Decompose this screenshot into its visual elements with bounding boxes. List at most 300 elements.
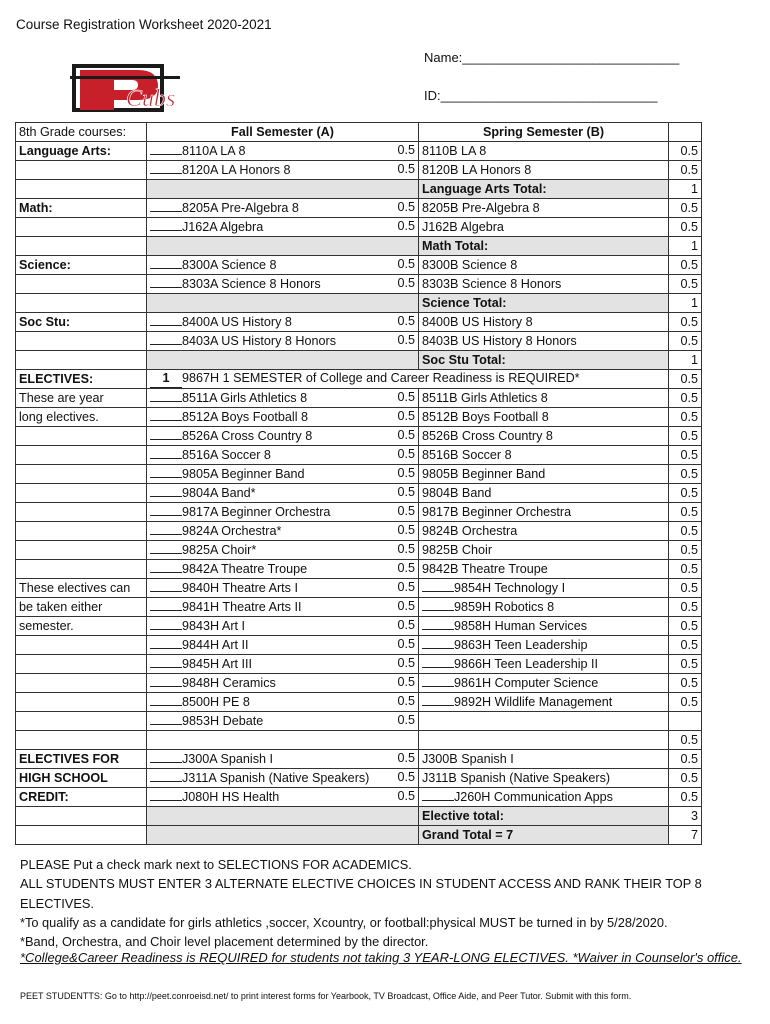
course-name: 9863H Teen Leadership: [454, 638, 588, 652]
course-name: J311A Spanish (Native Speakers): [182, 771, 370, 785]
table-row: [16, 313, 702, 332]
course-name: 9858H Human Services: [454, 619, 587, 633]
check-blank[interactable]: [150, 503, 182, 516]
fall-course[interactable]: [147, 465, 419, 484]
row-label: [16, 693, 147, 712]
check-blank[interactable]: [150, 275, 182, 288]
course-name: Science Total:: [422, 295, 507, 310]
spring-course[interactable]: [419, 142, 669, 161]
course-name: 8526A Cross Country 8: [182, 429, 313, 443]
fall-credit: 0.5: [397, 561, 415, 575]
spring-course: [419, 237, 669, 256]
check-blank[interactable]: [150, 636, 182, 649]
row-label: [16, 161, 147, 180]
check-blank[interactable]: [150, 256, 182, 269]
table-row: [16, 161, 702, 180]
row-label: [16, 636, 147, 655]
table-row: [16, 446, 702, 465]
fall-course: [147, 294, 419, 313]
row-label: [16, 275, 147, 294]
course-name: J300B Spanish I: [422, 751, 514, 766]
fall-credit: 0.5: [397, 637, 415, 651]
row-label: [16, 541, 147, 560]
spring-credit: 0.5: [669, 503, 702, 522]
check-blank[interactable]: [422, 693, 454, 706]
row-label: Language Arts:: [16, 142, 147, 161]
course-name: 9892H Wildlife Management: [454, 695, 613, 709]
course-name: J162A Algebra: [182, 220, 264, 234]
fall-course[interactable]: [147, 161, 419, 180]
course-name: 8516B Soccer 8: [422, 447, 512, 462]
fall-course[interactable]: [147, 408, 419, 427]
row-label: ELECTIVES:: [16, 370, 147, 389]
name-field[interactable]: Name:______________________________: [424, 50, 680, 65]
table-row: [16, 826, 702, 845]
course-name: 8400B US History 8: [422, 314, 533, 329]
course-name: 9804A Band*: [182, 486, 256, 500]
fall-course: [147, 807, 419, 826]
course-name: 8511B Girls Athletics 8: [422, 390, 548, 405]
spring-credit: 1: [669, 351, 702, 370]
fall-credit: 0.5: [397, 770, 415, 784]
spring-course[interactable]: [419, 712, 669, 731]
row-label: semester.: [16, 617, 147, 636]
fall-course[interactable]: [147, 617, 419, 636]
row-label: be taken either: [16, 598, 147, 617]
table-row: [16, 294, 702, 313]
row-label: [16, 712, 147, 731]
spring-credit: 0.5: [669, 142, 702, 161]
spring-credit: 0.5: [669, 788, 702, 807]
course-name: 8205A Pre-Algebra 8: [182, 201, 299, 215]
spring-course[interactable]: [419, 332, 669, 351]
check-blank[interactable]: [150, 484, 182, 497]
course-name: 9824B Orchestra: [422, 523, 518, 538]
check-blank[interactable]: 1: [150, 370, 182, 388]
course-name: Grand Total = 7: [422, 827, 514, 842]
row-label: [16, 294, 147, 313]
row-label: [16, 807, 147, 826]
fall-course[interactable]: [147, 750, 419, 769]
fall-credit: 0.5: [397, 694, 415, 708]
course-name: J300A Spanish I: [182, 752, 274, 766]
requirement-note: *College&Career Readiness is REQUIRED for students not taking 3 YEAR-LONG ELECTIVES. *Waiver in Counselor's office.: [20, 950, 742, 965]
row-label: [16, 237, 147, 256]
spring-course[interactable]: [419, 788, 669, 807]
row-label: Science:: [16, 256, 147, 275]
course-name: 8500H PE 8: [182, 695, 250, 709]
table-row: [16, 750, 702, 769]
row-label: [16, 655, 147, 674]
fall-credit: 0.5: [397, 523, 415, 537]
course-name: 9866H Teen Leadership II: [454, 657, 599, 671]
spring-course[interactable]: [419, 256, 669, 275]
fall-course[interactable]: [147, 598, 419, 617]
course-name: 8303A Science 8 Honors: [182, 277, 321, 291]
fall-course[interactable]: [147, 389, 419, 408]
spring-course[interactable]: [419, 503, 669, 522]
spring-course: [419, 180, 669, 199]
table-row: [16, 503, 702, 522]
table-row: [16, 218, 702, 237]
fall-credit: 0.5: [397, 580, 415, 594]
fall-course[interactable]: [147, 712, 419, 731]
spring-credit: 0.5: [669, 256, 702, 275]
spring-credit: 0.5: [669, 484, 702, 503]
spring-course[interactable]: [419, 446, 669, 465]
fall-course[interactable]: [147, 313, 419, 332]
fall-course[interactable]: [147, 655, 419, 674]
course-name: Soc Stu Total:: [422, 352, 506, 367]
check-blank[interactable]: [150, 655, 182, 668]
fall-credit: 0.5: [397, 257, 415, 271]
course-name: 8300B Science 8: [422, 257, 518, 272]
spring-course[interactable]: [419, 579, 669, 598]
spring-credit: 0.5: [669, 636, 702, 655]
check-blank[interactable]: [150, 389, 182, 402]
table-row: [16, 427, 702, 446]
fall-credit: 0.5: [397, 789, 415, 803]
table-row: [16, 769, 702, 788]
fall-course[interactable]: [147, 693, 419, 712]
spring-course[interactable]: [419, 598, 669, 617]
check-blank[interactable]: [150, 693, 182, 706]
fall-course[interactable]: [147, 503, 419, 522]
spring-credit: 0.5: [669, 389, 702, 408]
note-line: PLEASE Put a check mark next to SELECTIONS FOR ACADEMICS.: [20, 857, 412, 872]
course-name: 9817A Beginner Orchestra: [182, 505, 331, 519]
row-label: HIGH SCHOOL: [16, 769, 147, 788]
fall-credit: 0.5: [397, 162, 415, 176]
table-row: [16, 655, 702, 674]
spring-course[interactable]: [419, 655, 669, 674]
fall-credit: 0.5: [397, 314, 415, 328]
course-table: [15, 122, 702, 845]
spring-credit: 0.5: [669, 674, 702, 693]
check-blank[interactable]: [150, 617, 182, 630]
spring-credit: 0.5: [669, 560, 702, 579]
row-label: These electives can: [16, 579, 147, 598]
spring-credit: 0.5: [669, 199, 702, 218]
spring-course[interactable]: [419, 560, 669, 579]
check-blank[interactable]: [150, 560, 182, 573]
spring-credit: 0.5: [669, 655, 702, 674]
row-label: [16, 522, 147, 541]
header-row: [16, 123, 702, 142]
check-blank[interactable]: [422, 579, 454, 592]
spring-credit: 1: [669, 180, 702, 199]
table-row: [16, 408, 702, 427]
spring-course[interactable]: [419, 541, 669, 560]
spring-credit: [669, 712, 702, 731]
course-name: 9844H Art II: [182, 638, 249, 652]
course-name: 9805B Beginner Band: [422, 466, 546, 481]
course-name: 9817B Beginner Orchestra: [422, 504, 572, 519]
course-name: 8120A LA Honors 8: [182, 163, 291, 177]
id-field[interactable]: ID:______________________________: [424, 88, 658, 103]
check-blank[interactable]: [150, 579, 182, 592]
row-label: [16, 465, 147, 484]
spring-credit: 0.5: [669, 370, 702, 389]
spring-credit: 0.5: [669, 465, 702, 484]
check-blank[interactable]: [422, 674, 454, 687]
course-name: 8512B Boys Football 8: [422, 409, 549, 424]
spring-credit: 0.5: [669, 161, 702, 180]
table-row: [16, 465, 702, 484]
fall-course[interactable]: [147, 541, 419, 560]
fall-course[interactable]: [147, 636, 419, 655]
row-label: [16, 826, 147, 845]
row-label: ELECTIVES FOR: [16, 750, 147, 769]
table-row: [16, 617, 702, 636]
check-blank[interactable]: [150, 769, 182, 782]
fall-course[interactable]: [147, 446, 419, 465]
table-row: [16, 731, 702, 750]
course-name: 9854H Technology I: [454, 581, 566, 595]
check-blank[interactable]: [150, 750, 182, 763]
table-row: [16, 579, 702, 598]
check-blank[interactable]: [422, 788, 454, 801]
table-row: [16, 332, 702, 351]
footer-note: PEET STUDENTTS: Go to http://peet.conroeisd.net/ to print interest forms for Yearbook, TV Broadcast, Office Aide, and Peer Tutor. Submit with this form.: [20, 991, 632, 1001]
check-blank[interactable]: [150, 199, 182, 212]
spring-course: [419, 826, 669, 845]
spring-credit: 0.5: [669, 218, 702, 237]
course-name: 9804B Band: [422, 485, 492, 500]
fall-course: [147, 731, 419, 750]
course-name: Math Total:: [422, 238, 489, 253]
fall-credit: 0.5: [397, 409, 415, 423]
course-name: 9845H Art III: [182, 657, 253, 671]
row-label: [16, 427, 147, 446]
course-name: 8403B US History 8 Honors: [422, 333, 577, 348]
spring-credit: 0.5: [669, 750, 702, 769]
fall-credit: 0.5: [397, 542, 415, 556]
fall-course[interactable]: [147, 560, 419, 579]
fall-credit: 0.5: [397, 485, 415, 499]
fall-course: [147, 237, 419, 256]
row-label: [16, 180, 147, 199]
fall-credit: 0.5: [397, 656, 415, 670]
course-name: J311B Spanish (Native Speakers): [422, 770, 611, 785]
fall-course[interactable]: [147, 142, 419, 161]
spring-credit: 0.5: [669, 579, 702, 598]
row-label: [16, 484, 147, 503]
check-blank[interactable]: [150, 408, 182, 421]
row-label: Math:: [16, 199, 147, 218]
fall-credit: 0.5: [397, 618, 415, 632]
spring-credit: 0.5: [669, 598, 702, 617]
fall-course[interactable]: [147, 370, 669, 389]
course-name: 9859H Robotics 8: [454, 600, 555, 614]
check-blank[interactable]: [150, 541, 182, 554]
check-blank[interactable]: [422, 636, 454, 649]
course-name: J080H HS Health: [182, 790, 280, 804]
spring-course[interactable]: [419, 617, 669, 636]
fall-credit: 0.5: [397, 276, 415, 290]
table-row: [16, 370, 702, 389]
note-line: *Band, Orchestra, and Choir level placement determined by the director.: [20, 934, 429, 950]
row-label: CREDIT:: [16, 788, 147, 807]
spring-course[interactable]: [419, 750, 669, 769]
table-row: [16, 560, 702, 579]
course-name: 9861H Computer Science: [454, 676, 599, 690]
fall-course[interactable]: [147, 769, 419, 788]
check-blank[interactable]: [150, 465, 182, 478]
note-line: *To qualify as a candidate for girls athletics ,soccer, Xcountry, or football:physical MUST be turned in by 5/28/2020.: [20, 914, 668, 930]
table-row: [16, 807, 702, 826]
spring-course[interactable]: [419, 465, 669, 484]
fall-credit: 0.5: [397, 751, 415, 765]
course-name: Elective total:: [422, 808, 504, 823]
fall-course[interactable]: [147, 218, 419, 237]
course-name: 9825B Choir: [422, 542, 493, 557]
spring-credit: 0.5: [669, 313, 702, 332]
fall-course[interactable]: [147, 199, 419, 218]
check-blank[interactable]: [150, 427, 182, 440]
fall-credit: 0.5: [397, 219, 415, 233]
check-blank[interactable]: [422, 655, 454, 668]
spring-credit: 3: [669, 807, 702, 826]
table-row: [16, 237, 702, 256]
course-name: 9840H Theatre Arts I: [182, 581, 298, 595]
fall-course[interactable]: [147, 332, 419, 351]
table-row: [16, 389, 702, 408]
course-name: 8300A Science 8: [182, 258, 277, 272]
check-blank[interactable]: [422, 617, 454, 630]
check-blank[interactable]: [150, 446, 182, 459]
course-name: J260H Communication Apps: [454, 790, 613, 804]
fall-credit: 0.5: [397, 390, 415, 404]
course-name: 9843H Art I: [182, 619, 246, 633]
check-blank[interactable]: [150, 712, 182, 725]
fall-course[interactable]: [147, 522, 419, 541]
table-row: [16, 522, 702, 541]
course-name: 8526B Cross Country 8: [422, 428, 553, 443]
check-blank[interactable]: [150, 332, 182, 345]
spring-credit: 0.5: [669, 427, 702, 446]
course-name: 8403A US History 8 Honors: [182, 334, 336, 348]
worksheet-title: Course Registration Worksheet 2020-2021: [16, 17, 272, 32]
course-name: Language Arts Total:: [422, 181, 547, 196]
spring-course[interactable]: [419, 484, 669, 503]
fall-course[interactable]: [147, 275, 419, 294]
fall-header: Fall Semester (A): [147, 123, 419, 142]
check-blank[interactable]: [422, 598, 454, 611]
fall-course[interactable]: [147, 788, 419, 807]
table-row: [16, 199, 702, 218]
fall-credit: 0.5: [397, 675, 415, 689]
course-name: 8303B Science 8 Honors: [422, 276, 562, 291]
fall-credit: 0.5: [397, 428, 415, 442]
course-name: 9841H Theatre Arts II: [182, 600, 302, 614]
check-blank[interactable]: [150, 598, 182, 611]
spring-course[interactable]: [419, 218, 669, 237]
row-label: [16, 503, 147, 522]
check-blank[interactable]: [150, 674, 182, 687]
fall-credit: 0.5: [397, 466, 415, 480]
fall-credit: 0.5: [397, 599, 415, 613]
spring-credit: 0.5: [669, 617, 702, 636]
spring-credit: 0.5: [669, 522, 702, 541]
table-row: [16, 484, 702, 503]
check-blank[interactable]: [150, 313, 182, 326]
check-blank[interactable]: [150, 161, 182, 174]
fall-credit: 0.5: [397, 504, 415, 518]
spring-credit: 0.5: [669, 693, 702, 712]
spring-credit: 7: [669, 826, 702, 845]
fall-course: [147, 180, 419, 199]
course-name: 9848H Ceramics: [182, 676, 276, 690]
row-label: [16, 674, 147, 693]
course-name: 8400A US History 8: [182, 315, 292, 329]
spring-course[interactable]: [419, 161, 669, 180]
row-label: [16, 351, 147, 370]
fall-course[interactable]: [147, 256, 419, 275]
table-row: [16, 598, 702, 617]
fall-course[interactable]: [147, 579, 419, 598]
spring-course[interactable]: [419, 313, 669, 332]
row-label: These are year: [16, 389, 147, 408]
spring-credit: 0.5: [669, 541, 702, 560]
fall-credit: 0.5: [397, 200, 415, 214]
fall-credit: 0.5: [397, 713, 415, 727]
spring-course: [419, 351, 669, 370]
fall-course[interactable]: [147, 484, 419, 503]
table-row: [16, 180, 702, 199]
fall-course[interactable]: [147, 427, 419, 446]
spring-course[interactable]: [419, 408, 669, 427]
course-name: 9825A Choir*: [182, 543, 257, 557]
fall-course: [147, 826, 419, 845]
check-blank[interactable]: [150, 522, 182, 535]
row-label: [16, 218, 147, 237]
row-label: [16, 446, 147, 465]
courses-header: 8th Grade courses:: [16, 123, 147, 142]
spring-course[interactable]: [419, 731, 669, 750]
fall-credit: 0.5: [397, 143, 415, 157]
spring-course[interactable]: [419, 427, 669, 446]
spring-course[interactable]: [419, 199, 669, 218]
spring-course[interactable]: [419, 693, 669, 712]
check-blank[interactable]: [150, 218, 182, 231]
course-name: 8110B LA 8: [422, 143, 487, 158]
check-blank[interactable]: [150, 788, 182, 801]
course-name: 8205B Pre-Algebra 8: [422, 200, 540, 215]
logo-text: Cubs: [126, 86, 176, 112]
row-label: [16, 731, 147, 750]
course-name: 8512A Boys Football 8: [182, 410, 309, 424]
notes: [20, 855, 770, 951]
spring-credit: 0.5: [669, 275, 702, 294]
course-name: 9805A Beginner Band: [182, 467, 305, 481]
spring-credit: 0.5: [669, 446, 702, 465]
table-row: [16, 712, 702, 731]
cubs-logo: [66, 58, 191, 126]
course-name: 8110A LA 8: [182, 144, 246, 158]
fall-course[interactable]: [147, 674, 419, 693]
spring-course[interactable]: [419, 769, 669, 788]
spring-course[interactable]: [419, 522, 669, 541]
spring-course[interactable]: [419, 636, 669, 655]
table-row: [16, 351, 702, 370]
spring-course[interactable]: [419, 275, 669, 294]
spring-course[interactable]: [419, 389, 669, 408]
course-name: 8120B LA Honors 8: [422, 162, 532, 177]
table-row: [16, 636, 702, 655]
spring-course[interactable]: [419, 674, 669, 693]
check-blank[interactable]: [150, 142, 182, 155]
